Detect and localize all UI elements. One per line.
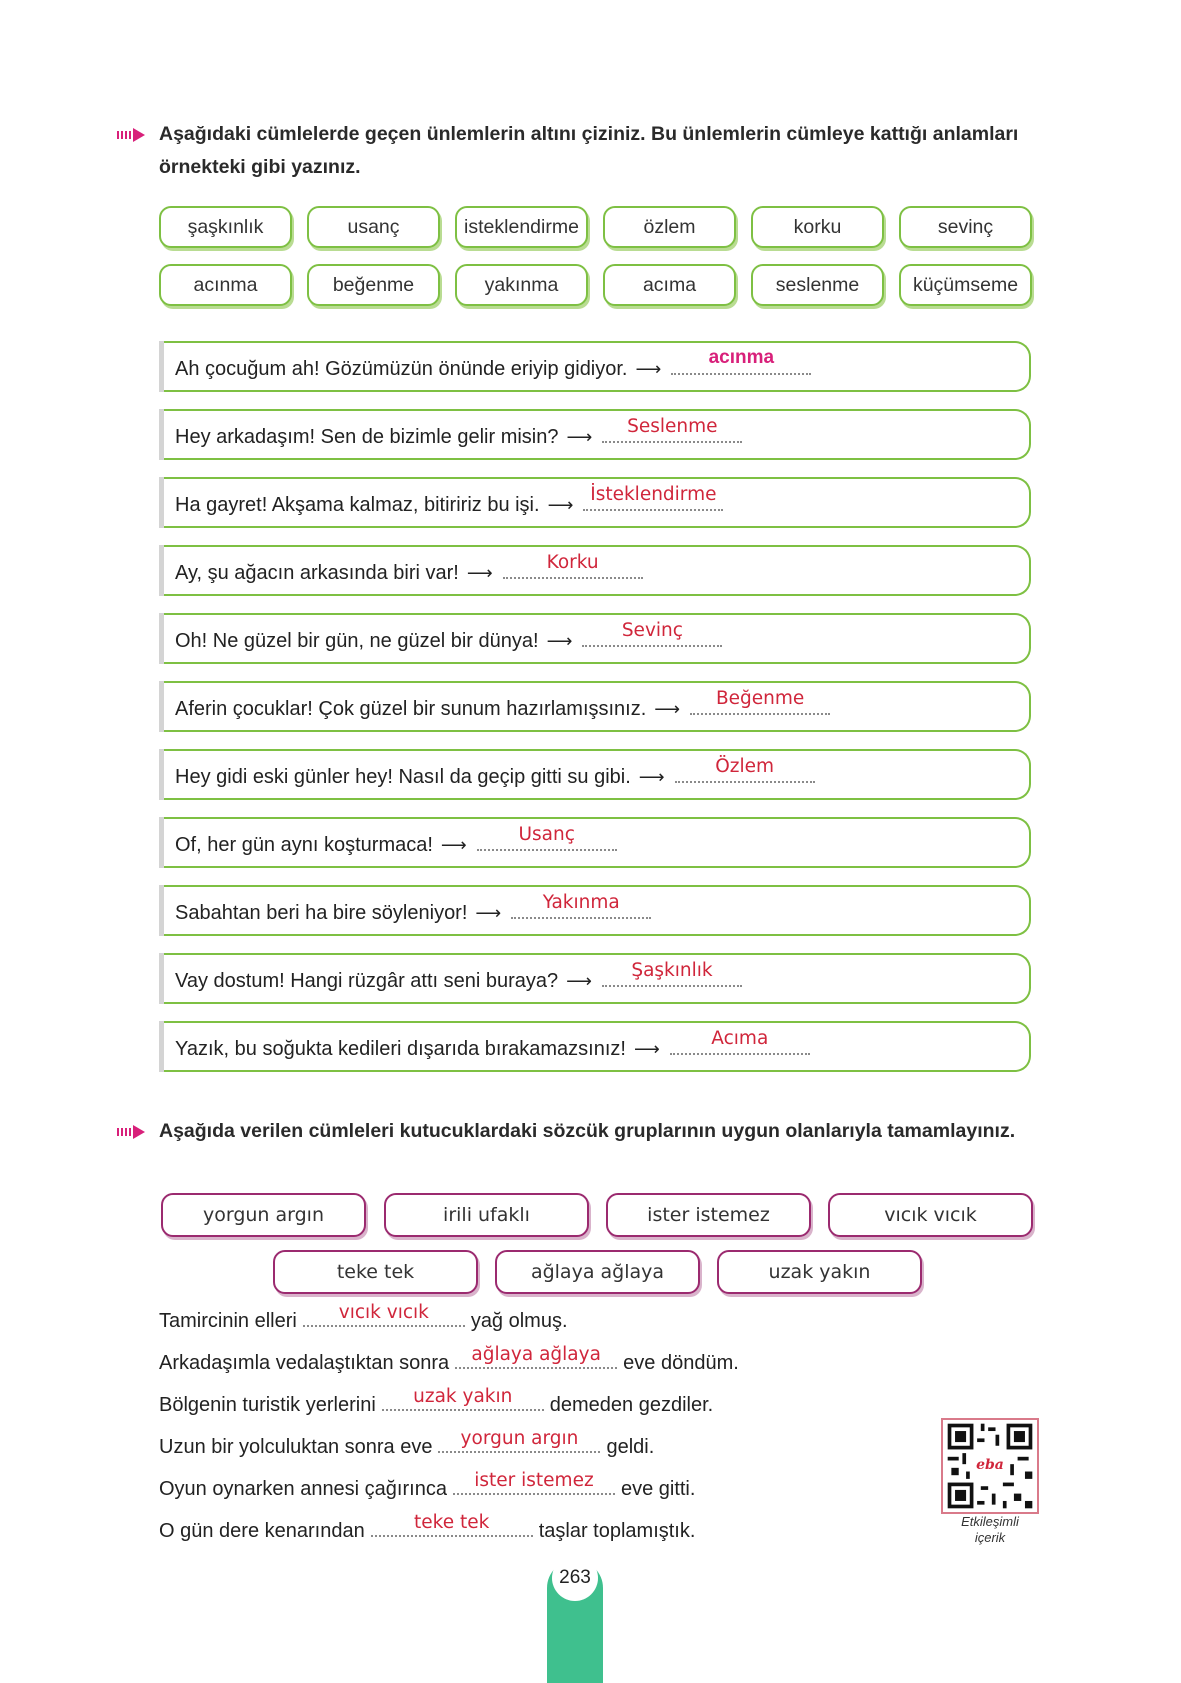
sentence-row <box>159 749 1031 800</box>
sentence-text: Yazık, bu soğukta kedileri dışarıda bırakamazsınız! <box>175 1038 626 1060</box>
chip: isteklendirme <box>455 206 588 248</box>
answer-blank[interactable] <box>602 416 742 443</box>
completion-line <box>159 1386 714 1417</box>
sentence-text: Vay dostum! Hangi rüzgâr attı seni buraya? <box>175 970 559 992</box>
page-number: 263 <box>552 1555 598 1601</box>
sentence-text: Of, her gün aynı koşturmaca! <box>175 834 433 856</box>
sentence-text: Ah çocuğum ah! Gözümüzün önünde eriyip gidiyor. <box>175 358 628 380</box>
sentence-text: Sabahtan beri ha bire söyleniyor! <box>175 902 468 924</box>
answer-text: vıcık vıcık <box>338 1302 429 1323</box>
answer-blank[interactable] <box>675 756 815 783</box>
completion-line <box>159 1470 696 1501</box>
completion-line <box>159 1512 696 1543</box>
answer-text: Seslenme <box>627 416 718 437</box>
right-arrow-icon: ⟶ <box>638 767 665 787</box>
line-before: Uzun bir yolculuktan sonra eve <box>159 1436 433 1458</box>
phrase-chip: ister istemez <box>606 1193 811 1237</box>
section1-arrow-icon <box>117 128 145 142</box>
answer-blank[interactable] <box>303 1302 465 1327</box>
answer-blank[interactable] <box>438 1428 600 1453</box>
answer-text: Beğenme <box>715 688 805 709</box>
line-before: Oyun oynarken annesi çağırınca <box>159 1478 447 1500</box>
right-arrow-icon: ⟶ <box>566 427 593 447</box>
answer-text: Özlem <box>715 756 775 777</box>
answer-blank[interactable] <box>582 620 722 647</box>
right-arrow-icon: ⟶ <box>466 563 493 583</box>
sentence-text: Hey gidi eski günler hey! Nasıl da geçip gitti su gibi. <box>175 766 631 788</box>
answer-blank[interactable] <box>602 960 742 987</box>
answer-text: Sevinç <box>621 620 683 641</box>
answer-blank[interactable] <box>511 892 651 919</box>
chip: özlem <box>603 206 736 248</box>
chip: küçümseme <box>899 264 1032 306</box>
chip: yakınma <box>455 264 588 306</box>
right-arrow-icon: ⟶ <box>635 359 662 379</box>
answer-blank[interactable] <box>371 1512 533 1537</box>
answer-blank[interactable] <box>477 824 617 851</box>
answer-text: yorgun argın <box>460 1428 579 1449</box>
right-arrow-icon: ⟶ <box>546 631 573 651</box>
phrase-chip: vıcık vıcık <box>828 1193 1033 1237</box>
qr-code[interactable] <box>941 1418 1039 1514</box>
line-after: eve döndüm. <box>623 1352 739 1374</box>
sentence-row <box>159 409 1031 460</box>
chip: sevinç <box>899 206 1032 248</box>
answer-blank[interactable] <box>503 552 643 579</box>
answer-text: Acıma <box>711 1028 769 1049</box>
line-after: eve gitti. <box>620 1478 696 1500</box>
section2-instruction: Aşağıda verilen cümleleri kutucuklardaki sözcük gruplarının uygun olanlarıyla tamamlayınız. <box>159 1120 1016 1142</box>
answer-blank[interactable] <box>671 347 811 375</box>
line-after: yağ olmuş. <box>470 1310 568 1332</box>
answer-blank[interactable] <box>670 1028 810 1055</box>
sentence-text: Ay, şu ağacın arkasında biri var! <box>175 562 459 584</box>
answer-blank[interactable] <box>382 1386 544 1411</box>
phrase-chip: irili ufaklı <box>384 1193 589 1237</box>
sentence-row <box>159 1021 1031 1072</box>
answer-text: acınma <box>708 347 775 368</box>
answer-blank[interactable] <box>690 688 830 715</box>
phrase-chip: uzak yakın <box>717 1250 922 1294</box>
line-before: Bölgenin turistik yerlerini <box>159 1394 376 1416</box>
right-arrow-icon: ⟶ <box>440 835 467 855</box>
line-after: geldi. <box>606 1436 655 1458</box>
sentence-row <box>159 953 1031 1004</box>
line-after: demeden gezdiler. <box>549 1394 714 1416</box>
answer-text: uzak yakın <box>413 1386 513 1407</box>
sentence-row <box>159 681 1031 732</box>
right-arrow-icon: ⟶ <box>654 699 681 719</box>
answer-text: ister istemez <box>474 1470 594 1491</box>
answer-blank[interactable] <box>583 484 723 511</box>
sentence-text: Oh! Ne güzel bir gün, ne güzel bir dünya! <box>175 630 539 652</box>
line-after: taşlar toplamıştık. <box>538 1520 696 1542</box>
chip: seslenme <box>751 264 884 306</box>
chip: beğenme <box>307 264 440 306</box>
answer-text: İsteklendirme <box>590 484 717 505</box>
right-arrow-icon: ⟶ <box>633 1039 660 1059</box>
section1-instruction: Aşağıdaki cümlelerde geçen ünlemlerin altını çiziniz. Bu ünlemlerin cümleye kattığı anlamları örnekteki gibi yazınız. <box>159 123 1019 178</box>
eba-logo: eba <box>973 1456 1007 1474</box>
sentence-row <box>159 885 1031 936</box>
sentence-row <box>159 545 1031 596</box>
answer-text: Korku <box>546 552 599 573</box>
sentence-row <box>159 341 1031 392</box>
chip: şaşkınlık <box>159 206 292 248</box>
line-before: O gün dere kenarından <box>159 1520 365 1542</box>
right-arrow-icon: ⟶ <box>475 903 502 923</box>
answer-text: ağlaya ağlaya <box>471 1344 601 1365</box>
answer-text: Usanç <box>518 824 575 845</box>
qr-label <box>950 1514 1030 1546</box>
sentence-row <box>159 613 1031 664</box>
sentence-row <box>159 477 1031 528</box>
phrase-chip: teke tek <box>273 1250 478 1294</box>
section2-arrow-icon <box>117 1125 145 1139</box>
completion-line <box>159 1428 655 1459</box>
answer-text: teke tek <box>414 1512 490 1533</box>
answer-text: Şaşkınlık <box>631 960 713 981</box>
answer-text: Yakınma <box>542 892 620 913</box>
line-before: Arkadaşımla vedalaştıktan sonra <box>159 1352 450 1374</box>
qr-label-line2: içerik <box>974 1530 1006 1545</box>
line-before: Tamircinin elleri <box>159 1310 297 1332</box>
chip: korku <box>751 206 884 248</box>
chip: usanç <box>307 206 440 248</box>
answer-blank[interactable] <box>455 1344 617 1369</box>
sentence-text: Hey arkadaşım! Sen de bizimle gelir misin? <box>175 426 559 448</box>
sentence-row <box>159 817 1031 868</box>
right-arrow-icon: ⟶ <box>566 971 592 991</box>
completion-line <box>159 1302 568 1333</box>
answer-blank[interactable] <box>453 1470 615 1495</box>
phrase-chip: yorgun argın <box>161 1193 366 1237</box>
sentence-text: Aferin çocuklar! Çok güzel bir sunum hazırlamışsınız. <box>175 698 647 720</box>
chip: acıma <box>603 264 736 306</box>
sentence-text: Ha gayret! Akşama kalmaz, bitiririz bu işi. <box>175 494 540 516</box>
phrase-chip: ağlaya ağlaya <box>495 1250 700 1294</box>
chip: acınma <box>159 264 292 306</box>
qr-label-line1: Etkileşimli <box>961 1514 1019 1529</box>
completion-line <box>159 1344 739 1375</box>
right-arrow-icon: ⟶ <box>547 495 574 515</box>
